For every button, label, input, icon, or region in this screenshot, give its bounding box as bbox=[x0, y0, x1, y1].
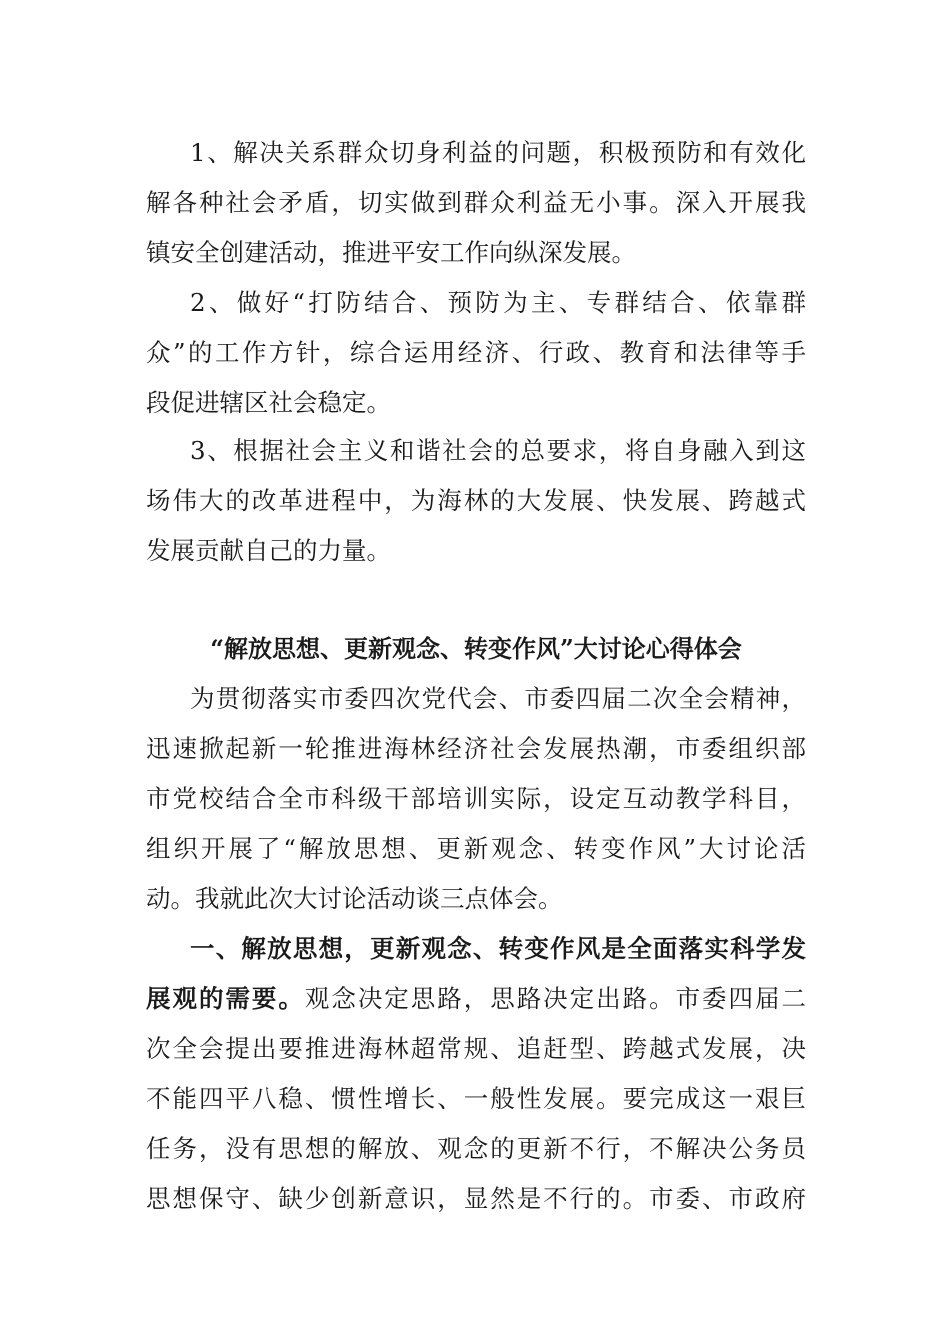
paragraph-line: 3、根据社会主义和谐社会的总要求，将自身融入到这 bbox=[190, 436, 806, 465]
paragraph-line: 众”的工作方针，综合运用经济、行政、教育和法律等手 bbox=[146, 338, 806, 367]
paragraph-line: 任务，没有思想的解放、观念的更新不行，不解决公务员 bbox=[146, 1134, 806, 1163]
paragraph-line: 次全会提出要推进海林超常规、追赶型、跨越式发展，决 bbox=[146, 1034, 806, 1063]
paragraph-line: 解各种社会矛盾，切实做到群众利益无小事。深入开展我 bbox=[146, 188, 806, 217]
paragraph-line: 发展贡献自己的力量。 bbox=[146, 536, 391, 565]
paragraph-line: 镇安全创建活动，推进平安工作向纵深发展。 bbox=[146, 238, 636, 267]
paragraph-line: 段促进辖区社会稳定。 bbox=[146, 388, 391, 417]
paragraph-line: 为贯彻落实市委四次党代会、市委四届二次全会精神， bbox=[190, 684, 806, 713]
paragraph-line: 组织开展了“解放思想、更新观念、转变作风”大讨论活 bbox=[146, 834, 806, 863]
article-title: “解放思想、更新观念、转变作风”大讨论心得体会 bbox=[210, 634, 742, 663]
paragraph-line: 动。我就此次大讨论活动谈三点体会。 bbox=[146, 884, 563, 913]
section-heading-tail: 展观的需要。 bbox=[146, 984, 305, 1013]
paragraph-line: 2、做好“打防结合、预防为主、专群结合、依靠群 bbox=[190, 288, 806, 317]
paragraph-line: 迅速掀起新一轮推进海林经济社会发展热潮，市委组织部 bbox=[146, 734, 806, 763]
paragraph-line: 场伟大的改革进程中，为海林的大发展、快发展、跨越式 bbox=[146, 486, 806, 515]
paragraph-line: 1、解决关系群众切身利益的问题，积极预防和有效化 bbox=[190, 138, 806, 167]
paragraph-line: 不能四平八稳、惯性增长、一般性发展。要完成这一艰巨 bbox=[146, 1084, 806, 1113]
paragraph-line bbox=[146, 974, 806, 1024]
section-heading: 一、解放思想，更新观念、转变作风是全面落实科学发 bbox=[190, 934, 806, 963]
paragraph-line: 思想保守、缺少创新意识，显然是不行的。市委、市政府 bbox=[146, 1184, 806, 1213]
section-text: 观念决定思路，思路决定出路。市委四届二 bbox=[304, 984, 806, 1013]
paragraph-line: 市党校结合全市科级干部培训实际，设定互动教学科目， bbox=[146, 784, 806, 813]
